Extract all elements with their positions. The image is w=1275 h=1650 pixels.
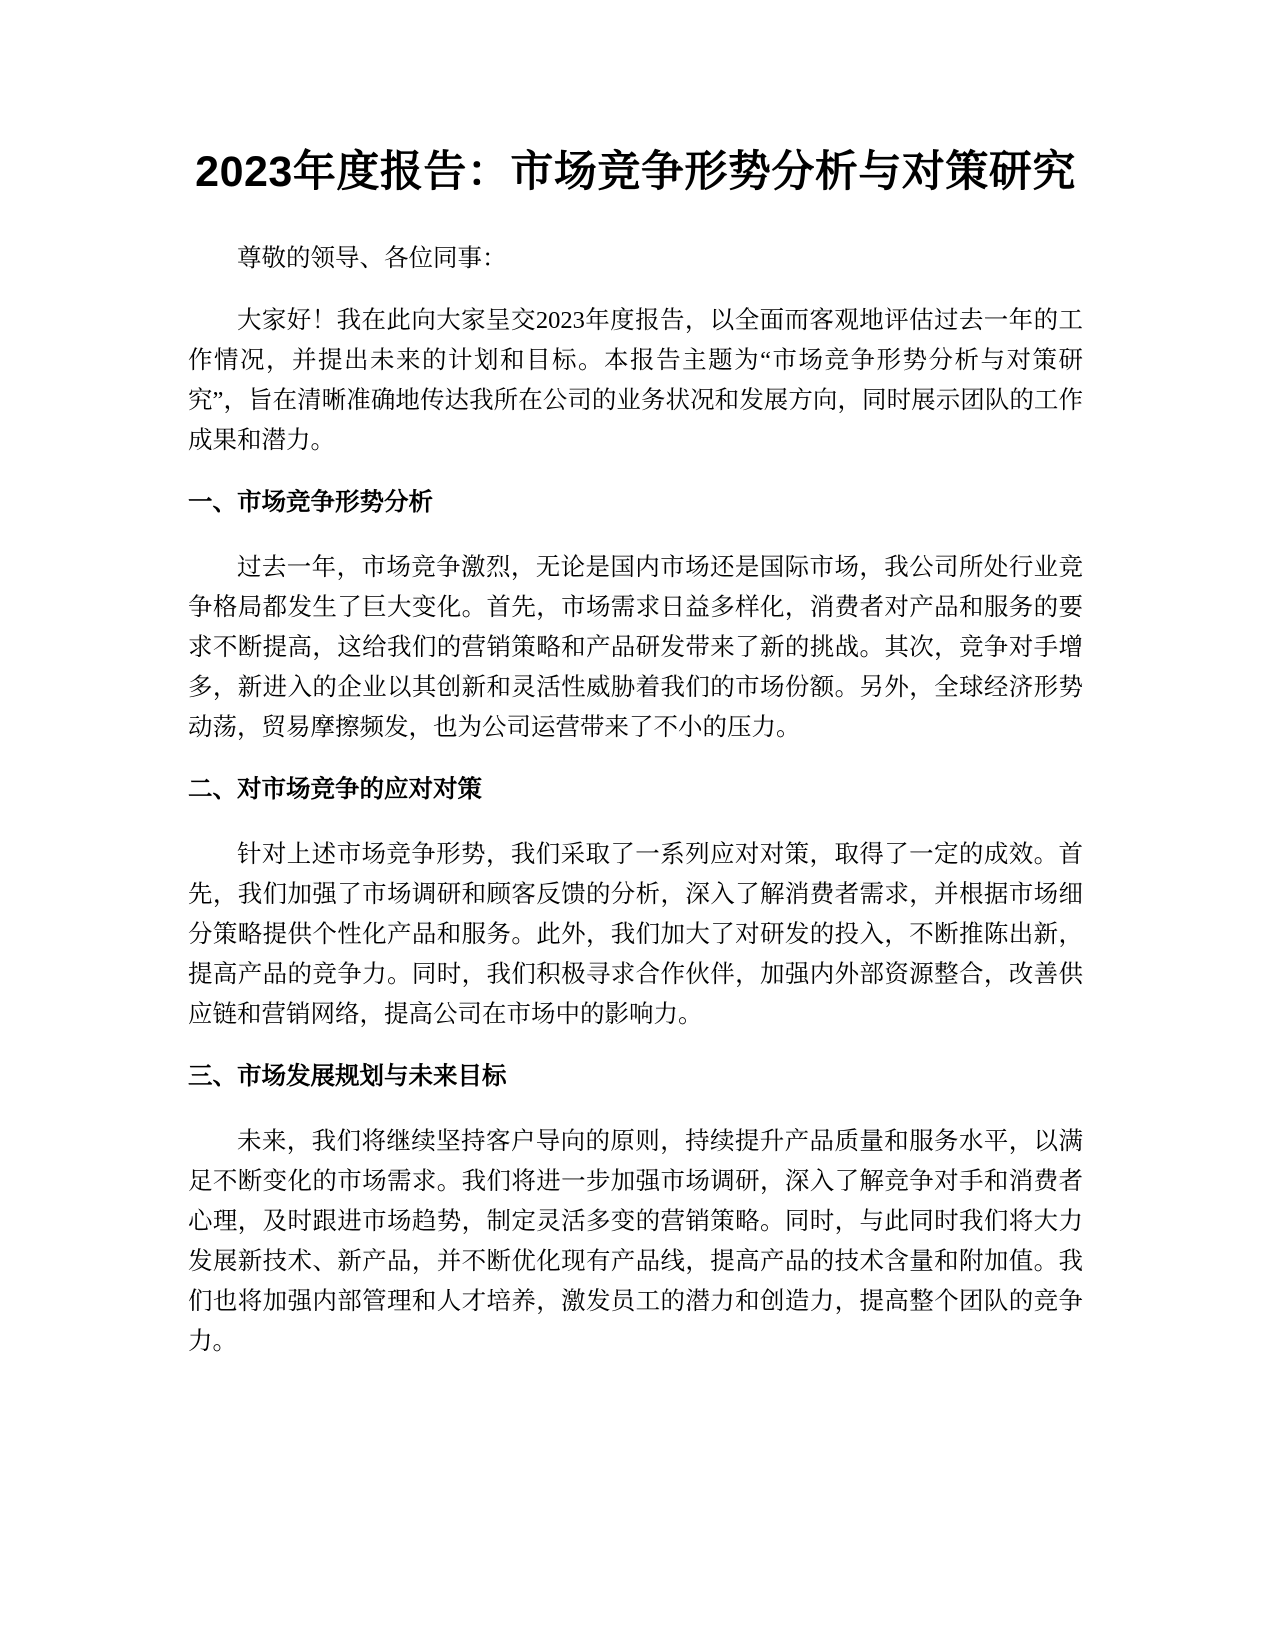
section-heading-future-goals: 三、市场发展规划与未来目标 [188,1063,507,1090]
greeting-paragraph: 尊敬的领导、各位同事： [237,245,507,272]
section-heading-market-analysis: 一、市场竞争形势分析 [188,489,433,516]
intro-paragraph: 大家好！我在此向大家呈交2023年度报告，以全面而客观地评估过去一年的工作情况，并提出未来的计划和目标。本报告主题为“市场竞争形势分析与对策研究”，旨在清晰准确地传达我所在公司的业务状况和发展方向，同时展示团队的工作成果和潜力。 [188,307,1083,454]
section-body-countermeasures: 针对上述市场竞争形势，我们采取了一系列应对对策，取得了一定的成效。首先，我们加强了市场调研和顾客反馈的分析，深入了解消费者需求，并根据市场细分策略提供个性化产品和服务。此外，我们加大了对研发的投入，不断推陈出新，提高产品的竞争力。同时，我们积极寻求合作伙伴，加强内外部资源整合，改善供应链和营销网络，提高公司在市场中的影响力。 [188,841,1083,1028]
section-body-future-goals: 未来，我们将继续坚持客户导向的原则，持续提升产品质量和服务水平，以满足不断变化的市场需求。我们将进一步加强市场调研，深入了解竞争对手和消费者心理，及时跟进市场趋势，制定灵活多变的营销策略。同时，与此同时我们将大力发展新技术、新产品，并不断优化现有产品线，提高产品的技术含量和附加值。我们也将加强内部管理和人才培养，激发员工的潜力和创造力，提高整个团队的竞争力。 [188,1128,1083,1355]
document-body [188,140,1083,1384]
section-heading-countermeasures: 二、对市场竞争的应对对策 [188,776,482,803]
section-body-market-analysis: 过去一年，市场竞争激烈，无论是国内市场还是国际市场，我公司所处行业竞争格局都发生了巨大变化。首先，市场需求日益多样化，消费者对产品和服务的要求不断提高，这给我们的营销策略和产品研发带来了新的挑战。其次，竞争对手增多，新进入的企业以其创新和灵活性威胁着我们的市场份额。另外，全球经济形势动荡，贸易摩擦频发，也为公司运营带来了不小的压力。 [188,554,1083,741]
page-title: 2023年度报告：市场竞争形势分析与对策研究 [195,148,1076,196]
